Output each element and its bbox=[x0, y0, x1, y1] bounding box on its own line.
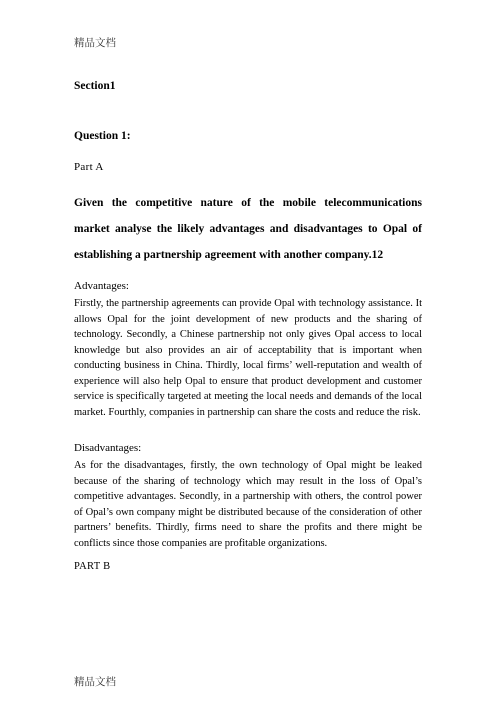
header-watermark: 精品文档 bbox=[74, 37, 116, 49]
question-text: Given the competitive nature of the mobile telecommunications market analyse the likely advantages and disadvantages to Opal of establishing a partnership agreement with another company.12 bbox=[74, 197, 422, 261]
part-b-label: PART B bbox=[74, 561, 111, 572]
section-title: Section1 bbox=[74, 80, 116, 92]
spacer bbox=[74, 420, 422, 442]
disadvantages-paragraph: As for the disadvantages, firstly, the own technology of Opal might be leaked because of the sharing of technology which may result in the loss of Opal’s competitive advantages. Secondly, in a partnership with others, the control power of Opal’s own company might be distributed because of the consideration of other partners’ benefits. Thirdly, firms need to share the profits and there might be conflicts since those companies are profitable organizations. bbox=[74, 460, 422, 549]
advantages-heading: Advantages: bbox=[74, 280, 129, 292]
part-a-label: Part A bbox=[74, 161, 104, 173]
disadvantages-heading: Disadvantages: bbox=[74, 442, 142, 454]
question-title: Question 1: bbox=[74, 130, 131, 142]
document-content bbox=[74, 80, 422, 572]
footer-watermark: 精品文档 bbox=[74, 676, 116, 688]
advantages-paragraph: Firstly, the partnership agreements can provide Opal with technology assistance. It allows Opal for the joint development of new products and the sharing of technology. Secondly, a Chinese partnership not only gives Opal access to local knowledge but also provides an air of acceptability that is important when conducting business in China. Thirdly, local firms’ well-reputation and wealth of experience will also help Opal to ensure that product development and customer service is specifically targeted at meeting the local needs and demands of the local market. Fourthly, companies in partnership can share the costs and reduce the risk. bbox=[74, 298, 422, 418]
